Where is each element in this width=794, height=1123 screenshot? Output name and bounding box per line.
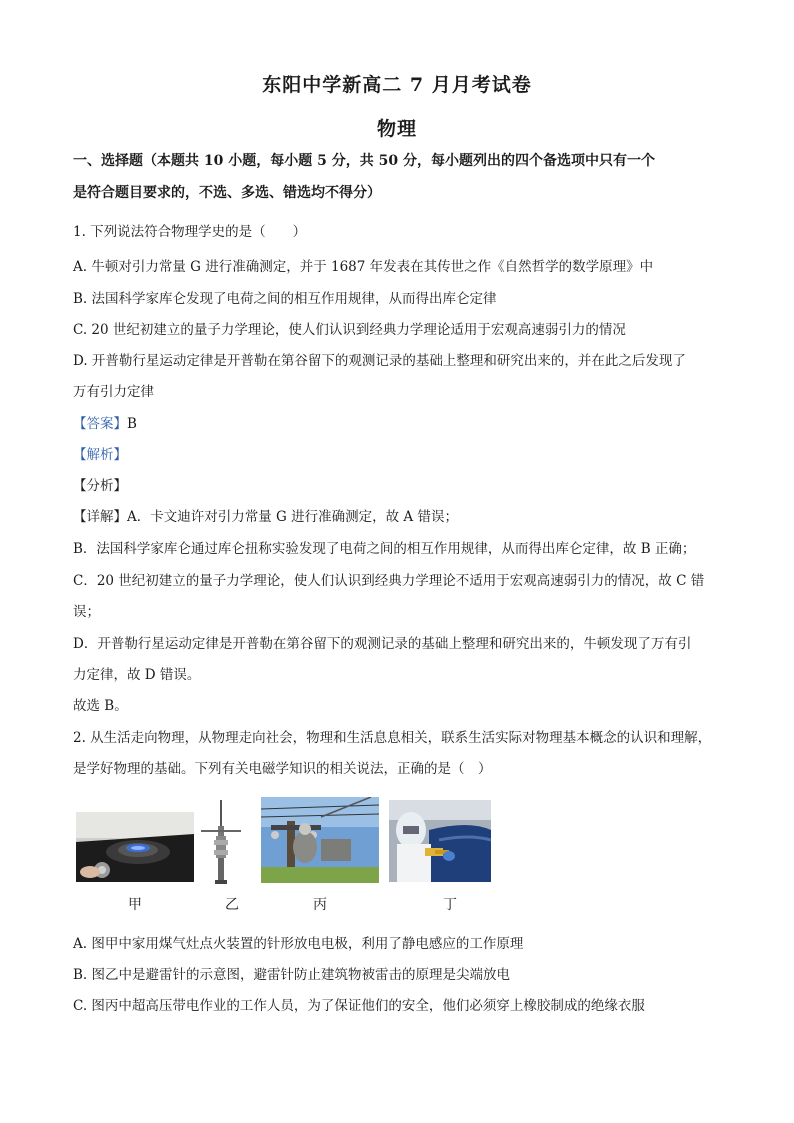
q1-option-d-cont: 万有引力定律	[73, 384, 154, 400]
q2-stem: 2. 从生活走向物理，从物理走向社会，物理和生活息息相关，联系生活实际对物理基本概念的认识和理解，	[73, 730, 712, 746]
q2-option-c: C. 图丙中超高压带电作业的工作人员，为了保证他们的安全，他们必须穿上橡胶制成的绝缘衣服	[73, 998, 645, 1014]
detail-a-text: A．卡文迪许对引力常量 G 进行准确测定，故 A 错误；	[127, 509, 458, 525]
q1-option-a: A. 牛顿对引力常量 G 进行准确测定，并于 1687 年发表在其传世之作《自然哲学的数学原理》中	[73, 259, 654, 275]
spray-paint-image	[389, 800, 491, 882]
subject-title: 物理	[376, 118, 417, 140]
q1-answer	[73, 412, 137, 432]
q1-conclusion: 故选 B。	[73, 698, 128, 714]
detail-tag: 【详解】	[73, 509, 127, 525]
q1-detail-c-cont: 误；	[73, 604, 100, 620]
q1-option-c: C. 20 世纪初建立的量子力学理论，使人们认识到经典力学理论适用于宏观高速弱引力的情况	[73, 322, 626, 338]
q1-stem: 1. 下列说法符合物理学史的是（ ）	[73, 224, 307, 240]
figure-label-yi: 乙	[225, 897, 239, 913]
lightning-rod-image	[198, 798, 244, 886]
section-heading-cont: 是符合题目要求的，不选、多选、错选均不得分）	[73, 185, 381, 201]
answer-tag: 【答案】	[73, 416, 127, 432]
q1-detail-a	[73, 505, 458, 525]
figure-label-ding: 丁	[443, 897, 457, 913]
q1-option-d: D. 开普勒行星运动定律是开普勒在第谷留下的观测记录的基础上整理和研究出来的，并在此之后发现了	[73, 353, 686, 369]
q1-option-b: B. 法国科学家库仑发现了电荷之间的相互作用规律，从而得出库仑定律	[73, 291, 497, 307]
q1-detail-d-cont: 力定律，故 D 错误。	[73, 667, 201, 683]
figure-label-jia: 甲	[128, 897, 142, 913]
hv-worker-image	[261, 797, 379, 883]
figure-label-bing: 丙	[313, 897, 327, 913]
q2-option-b: B. 图乙中是避雷针的示意图，避雷针防止建筑物被雷击的原理是尖端放电	[73, 967, 511, 983]
section-heading: 一、选择题（本题共 10 小题，每小题 5 分，共 50 分，每小题列出的四个备选项中只有一个	[73, 153, 655, 169]
fenxi-tag: 【分析】	[73, 478, 127, 494]
q1-detail-d: D．开普勒行星运动定律是开普勒在第谷留下的观测记录的基础上整理和研究出来的，牛顿发现了万有引	[73, 636, 692, 652]
q1-detail-b: B．法国科学家库仑通过库仑扭称实验发现了电荷之间的相互作用规律，从而得出库仑定律，故 B 正确；	[73, 541, 696, 557]
q1-detail-c: C．20 世纪初建立的量子力学理论，使人们认识到经典力学理论不适用于宏观高速弱引力的情况，故 C 错	[73, 573, 705, 589]
q2-option-a: A. 图甲中家用煤气灶点火装置的针形放电电极，利用了静电感应的工作原理	[73, 936, 524, 952]
q2-stem-cont: 是学好物理的基础。下列有关电磁学知识的相关说法，正确的是（ ）	[73, 761, 492, 777]
analysis-tag: 【解析】	[73, 447, 127, 463]
gas-stove-image	[76, 812, 194, 882]
exam-title: 东阳中学新高二 7 月月考试卷	[262, 74, 532, 96]
answer-value: B	[127, 416, 137, 432]
